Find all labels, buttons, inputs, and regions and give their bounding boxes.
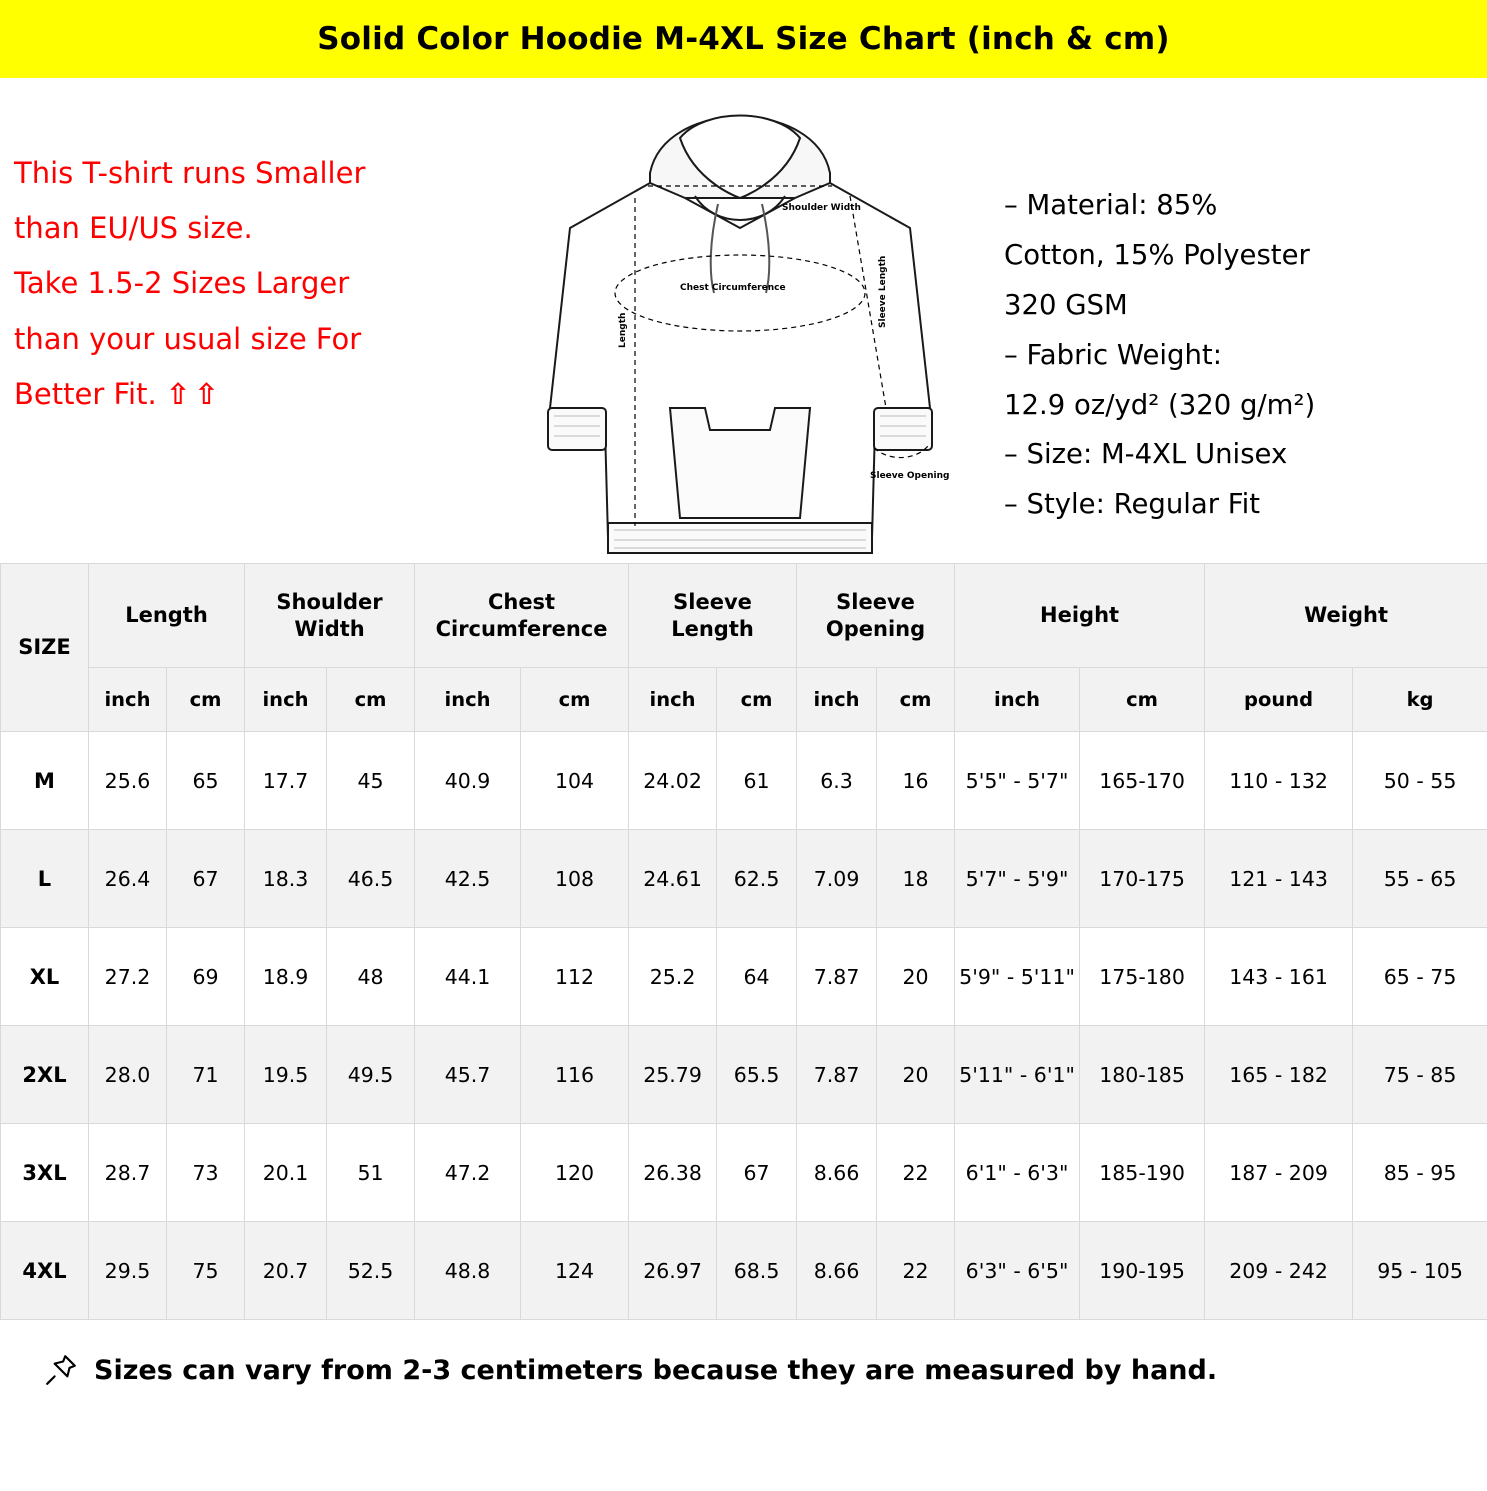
label-chest-circumference: Chest Circumference bbox=[680, 283, 786, 293]
cell-value: 85 - 95 bbox=[1353, 1124, 1487, 1222]
cell-value: 124 bbox=[521, 1222, 629, 1320]
cell-value: 27.2 bbox=[89, 928, 167, 1026]
cell-value: 165-170 bbox=[1080, 732, 1205, 830]
cell-value: 120 bbox=[521, 1124, 629, 1222]
cell-value: 29.5 bbox=[89, 1222, 167, 1320]
cell-value: 112 bbox=[521, 928, 629, 1026]
spec-material-line-2: Cotton, 15% Polyester bbox=[1004, 238, 1310, 271]
warning-line-5-text: Better Fit. bbox=[14, 376, 157, 411]
cell-value: 110 - 132 bbox=[1205, 732, 1353, 830]
cell-value: 6'1" - 6'3" bbox=[955, 1124, 1080, 1222]
cell-value: 62.5 bbox=[717, 830, 797, 928]
cell-value: 19.5 bbox=[245, 1026, 327, 1124]
cell-value: 42.5 bbox=[415, 830, 521, 928]
table-row bbox=[1, 830, 1487, 928]
table-row bbox=[1, 1124, 1487, 1222]
cell-value: 20.7 bbox=[245, 1222, 327, 1320]
cell-value: 22 bbox=[877, 1124, 955, 1222]
cell-value: 46.5 bbox=[327, 830, 415, 928]
unit-weight-pound: pound bbox=[1205, 668, 1353, 732]
cell-value: 65 bbox=[167, 732, 245, 830]
spec-style: – Style: Regular Fit bbox=[1004, 488, 1261, 521]
label-sleeve-opening: Sleeve Opening bbox=[870, 471, 950, 481]
spec-material-line-1: – Material: 85% bbox=[1004, 189, 1218, 221]
header-weight: Weight bbox=[1205, 564, 1487, 668]
size-table bbox=[0, 563, 1487, 1320]
warning-line-4: than your usual size For bbox=[14, 321, 362, 356]
cell-value: 44.1 bbox=[415, 928, 521, 1026]
cell-value: 51 bbox=[327, 1124, 415, 1222]
header-shoulder-width: Shoulder Width bbox=[245, 564, 415, 668]
cell-value: 49.5 bbox=[327, 1026, 415, 1124]
cell-value: 116 bbox=[521, 1026, 629, 1124]
warning-line-3: Take 1.5-2 Sizes Larger bbox=[14, 266, 350, 301]
cell-value: 67 bbox=[167, 830, 245, 928]
unit-sleeve-length-cm: cm bbox=[717, 668, 797, 732]
cell-value: 40.9 bbox=[415, 732, 521, 830]
label-sleeve-length: Sleeve Length bbox=[878, 255, 888, 328]
cell-value: 50 - 55 bbox=[1353, 732, 1487, 830]
cell-value: 75 - 85 bbox=[1353, 1026, 1487, 1124]
unit-sleeve-opening-inch: inch bbox=[797, 668, 877, 732]
cell-value: 5'11" - 6'1" bbox=[955, 1026, 1080, 1124]
cell-value: 121 - 143 bbox=[1205, 830, 1353, 928]
label-shoulder-width: Shoulder Width bbox=[782, 203, 861, 213]
spec-fabric-weight-line-2: 12.9 oz/yd² (320 g/m²) bbox=[1004, 388, 1316, 421]
cell-value: 7.87 bbox=[797, 928, 877, 1026]
cell-value: 104 bbox=[521, 732, 629, 830]
cell-value: 48.8 bbox=[415, 1222, 521, 1320]
footer-note-text: Sizes can vary from 2-3 centimeters because they are measured by hand. bbox=[94, 1354, 1218, 1386]
cell-value: 71 bbox=[167, 1026, 245, 1124]
spec-size: – Size: M-4XL Unisex bbox=[1004, 438, 1288, 471]
table-row bbox=[1, 1026, 1487, 1124]
cell-value: 209 - 242 bbox=[1205, 1222, 1353, 1320]
cell-value: 170-175 bbox=[1080, 830, 1205, 928]
warning-line-5 bbox=[14, 374, 500, 415]
cell-value: 165 - 182 bbox=[1205, 1026, 1353, 1124]
cell-size: 3XL bbox=[1, 1124, 89, 1222]
cell-value: 18.3 bbox=[245, 830, 327, 928]
header-banner bbox=[0, 0, 1487, 78]
cell-value: 61 bbox=[717, 732, 797, 830]
cell-size: XL bbox=[1, 928, 89, 1026]
cell-value: 185-190 bbox=[1080, 1124, 1205, 1222]
unit-length-inch: inch bbox=[89, 668, 167, 732]
cell-value: 8.66 bbox=[797, 1222, 877, 1320]
cell-value: 17.7 bbox=[245, 732, 327, 830]
cell-value: 175-180 bbox=[1080, 928, 1205, 1026]
page-title: Solid Color Hoodie M-4XL Size Chart (inch & cm) bbox=[317, 21, 1170, 57]
cell-value: 16 bbox=[877, 732, 955, 830]
unit-sleeve-length-inch: inch bbox=[629, 668, 717, 732]
header-length: Length bbox=[89, 564, 245, 668]
header-height: Height bbox=[955, 564, 1205, 668]
cell-value: 55 - 65 bbox=[1353, 830, 1487, 928]
cell-value: 6'3" - 6'5" bbox=[955, 1222, 1080, 1320]
unit-shoulder-inch: inch bbox=[245, 668, 327, 732]
unit-height-cm: cm bbox=[1080, 668, 1205, 732]
cell-value: 26.4 bbox=[89, 830, 167, 928]
table-body bbox=[1, 732, 1487, 1320]
cell-value: 47.2 bbox=[415, 1124, 521, 1222]
cell-value: 20 bbox=[877, 1026, 955, 1124]
cell-value: 6.3 bbox=[797, 732, 877, 830]
cell-value: 108 bbox=[521, 830, 629, 928]
cell-value: 24.61 bbox=[629, 830, 717, 928]
unit-height-inch: inch bbox=[955, 668, 1080, 732]
cell-value: 75 bbox=[167, 1222, 245, 1320]
cell-value: 45 bbox=[327, 732, 415, 830]
top-info-area bbox=[0, 78, 1487, 563]
spec-material-line-3: 320 GSM bbox=[1004, 288, 1128, 321]
warning-line-1: This T-shirt runs Smaller bbox=[14, 156, 366, 190]
table-row bbox=[1, 928, 1487, 1026]
table-header bbox=[1, 564, 1487, 732]
cell-value: 7.09 bbox=[797, 830, 877, 928]
product-specs bbox=[980, 78, 1487, 563]
cell-value: 26.97 bbox=[629, 1222, 717, 1320]
unit-shoulder-cm: cm bbox=[327, 668, 415, 732]
table-row bbox=[1, 732, 1487, 830]
unit-chest-cm: cm bbox=[521, 668, 629, 732]
up-arrows-icon: ⇧⇧ bbox=[165, 376, 223, 411]
cell-value: 65 - 75 bbox=[1353, 928, 1487, 1026]
unit-weight-kg: kg bbox=[1353, 668, 1487, 732]
cell-value: 69 bbox=[167, 928, 245, 1026]
pin-icon bbox=[44, 1353, 78, 1387]
unit-chest-inch: inch bbox=[415, 668, 521, 732]
cell-value: 68.5 bbox=[717, 1222, 797, 1320]
sizing-warning-note bbox=[0, 78, 500, 563]
label-length: Length bbox=[618, 312, 628, 348]
cell-value: 5'7" - 5'9" bbox=[955, 830, 1080, 928]
header-size: SIZE bbox=[1, 564, 89, 732]
cell-value: 18 bbox=[877, 830, 955, 928]
cell-value: 65.5 bbox=[717, 1026, 797, 1124]
hoodie-diagram bbox=[500, 78, 980, 563]
cell-value: 64 bbox=[717, 928, 797, 1026]
cell-value: 18.9 bbox=[245, 928, 327, 1026]
cell-value: 52.5 bbox=[327, 1222, 415, 1320]
cell-value: 20.1 bbox=[245, 1124, 327, 1222]
cell-value: 73 bbox=[167, 1124, 245, 1222]
cell-value: 143 - 161 bbox=[1205, 928, 1353, 1026]
header-sleeve-length: Sleeve Length bbox=[629, 564, 797, 668]
cell-value: 25.6 bbox=[89, 732, 167, 830]
cell-value: 180-185 bbox=[1080, 1026, 1205, 1124]
cell-size: 4XL bbox=[1, 1222, 89, 1320]
cell-value: 28.7 bbox=[89, 1124, 167, 1222]
warning-line-2: than EU/US size. bbox=[14, 211, 253, 246]
cell-value: 25.2 bbox=[629, 928, 717, 1026]
cell-value: 48 bbox=[327, 928, 415, 1026]
cell-value: 8.66 bbox=[797, 1124, 877, 1222]
cell-value: 45.7 bbox=[415, 1026, 521, 1124]
cell-value: 7.87 bbox=[797, 1026, 877, 1124]
header-chest-circumference: Chest Circumference bbox=[415, 564, 629, 668]
unit-sleeve-opening-cm: cm bbox=[877, 668, 955, 732]
cell-size: 2XL bbox=[1, 1026, 89, 1124]
cell-value: 24.02 bbox=[629, 732, 717, 830]
cell-value: 190-195 bbox=[1080, 1222, 1205, 1320]
cell-value: 22 bbox=[877, 1222, 955, 1320]
cell-size: L bbox=[1, 830, 89, 928]
footer-note bbox=[0, 1320, 1487, 1420]
cell-value: 5'9" - 5'11" bbox=[955, 928, 1080, 1026]
cell-value: 20 bbox=[877, 928, 955, 1026]
cell-value: 67 bbox=[717, 1124, 797, 1222]
cell-value: 187 - 209 bbox=[1205, 1124, 1353, 1222]
header-sleeve-opening: Sleeve Opening bbox=[797, 564, 955, 668]
hoodie-illustration bbox=[530, 78, 950, 558]
cell-size: M bbox=[1, 732, 89, 830]
unit-length-cm: cm bbox=[167, 668, 245, 732]
cell-value: 25.79 bbox=[629, 1026, 717, 1124]
table-unit-header-row bbox=[1, 668, 1487, 732]
cell-value: 26.38 bbox=[629, 1124, 717, 1222]
cell-value: 5'5" - 5'7" bbox=[955, 732, 1080, 830]
table-row bbox=[1, 1222, 1487, 1320]
table-group-header-row bbox=[1, 564, 1487, 668]
cell-value: 28.0 bbox=[89, 1026, 167, 1124]
cell-value: 95 - 105 bbox=[1353, 1222, 1487, 1320]
spec-fabric-weight-line-1: – Fabric Weight: bbox=[1004, 338, 1222, 371]
